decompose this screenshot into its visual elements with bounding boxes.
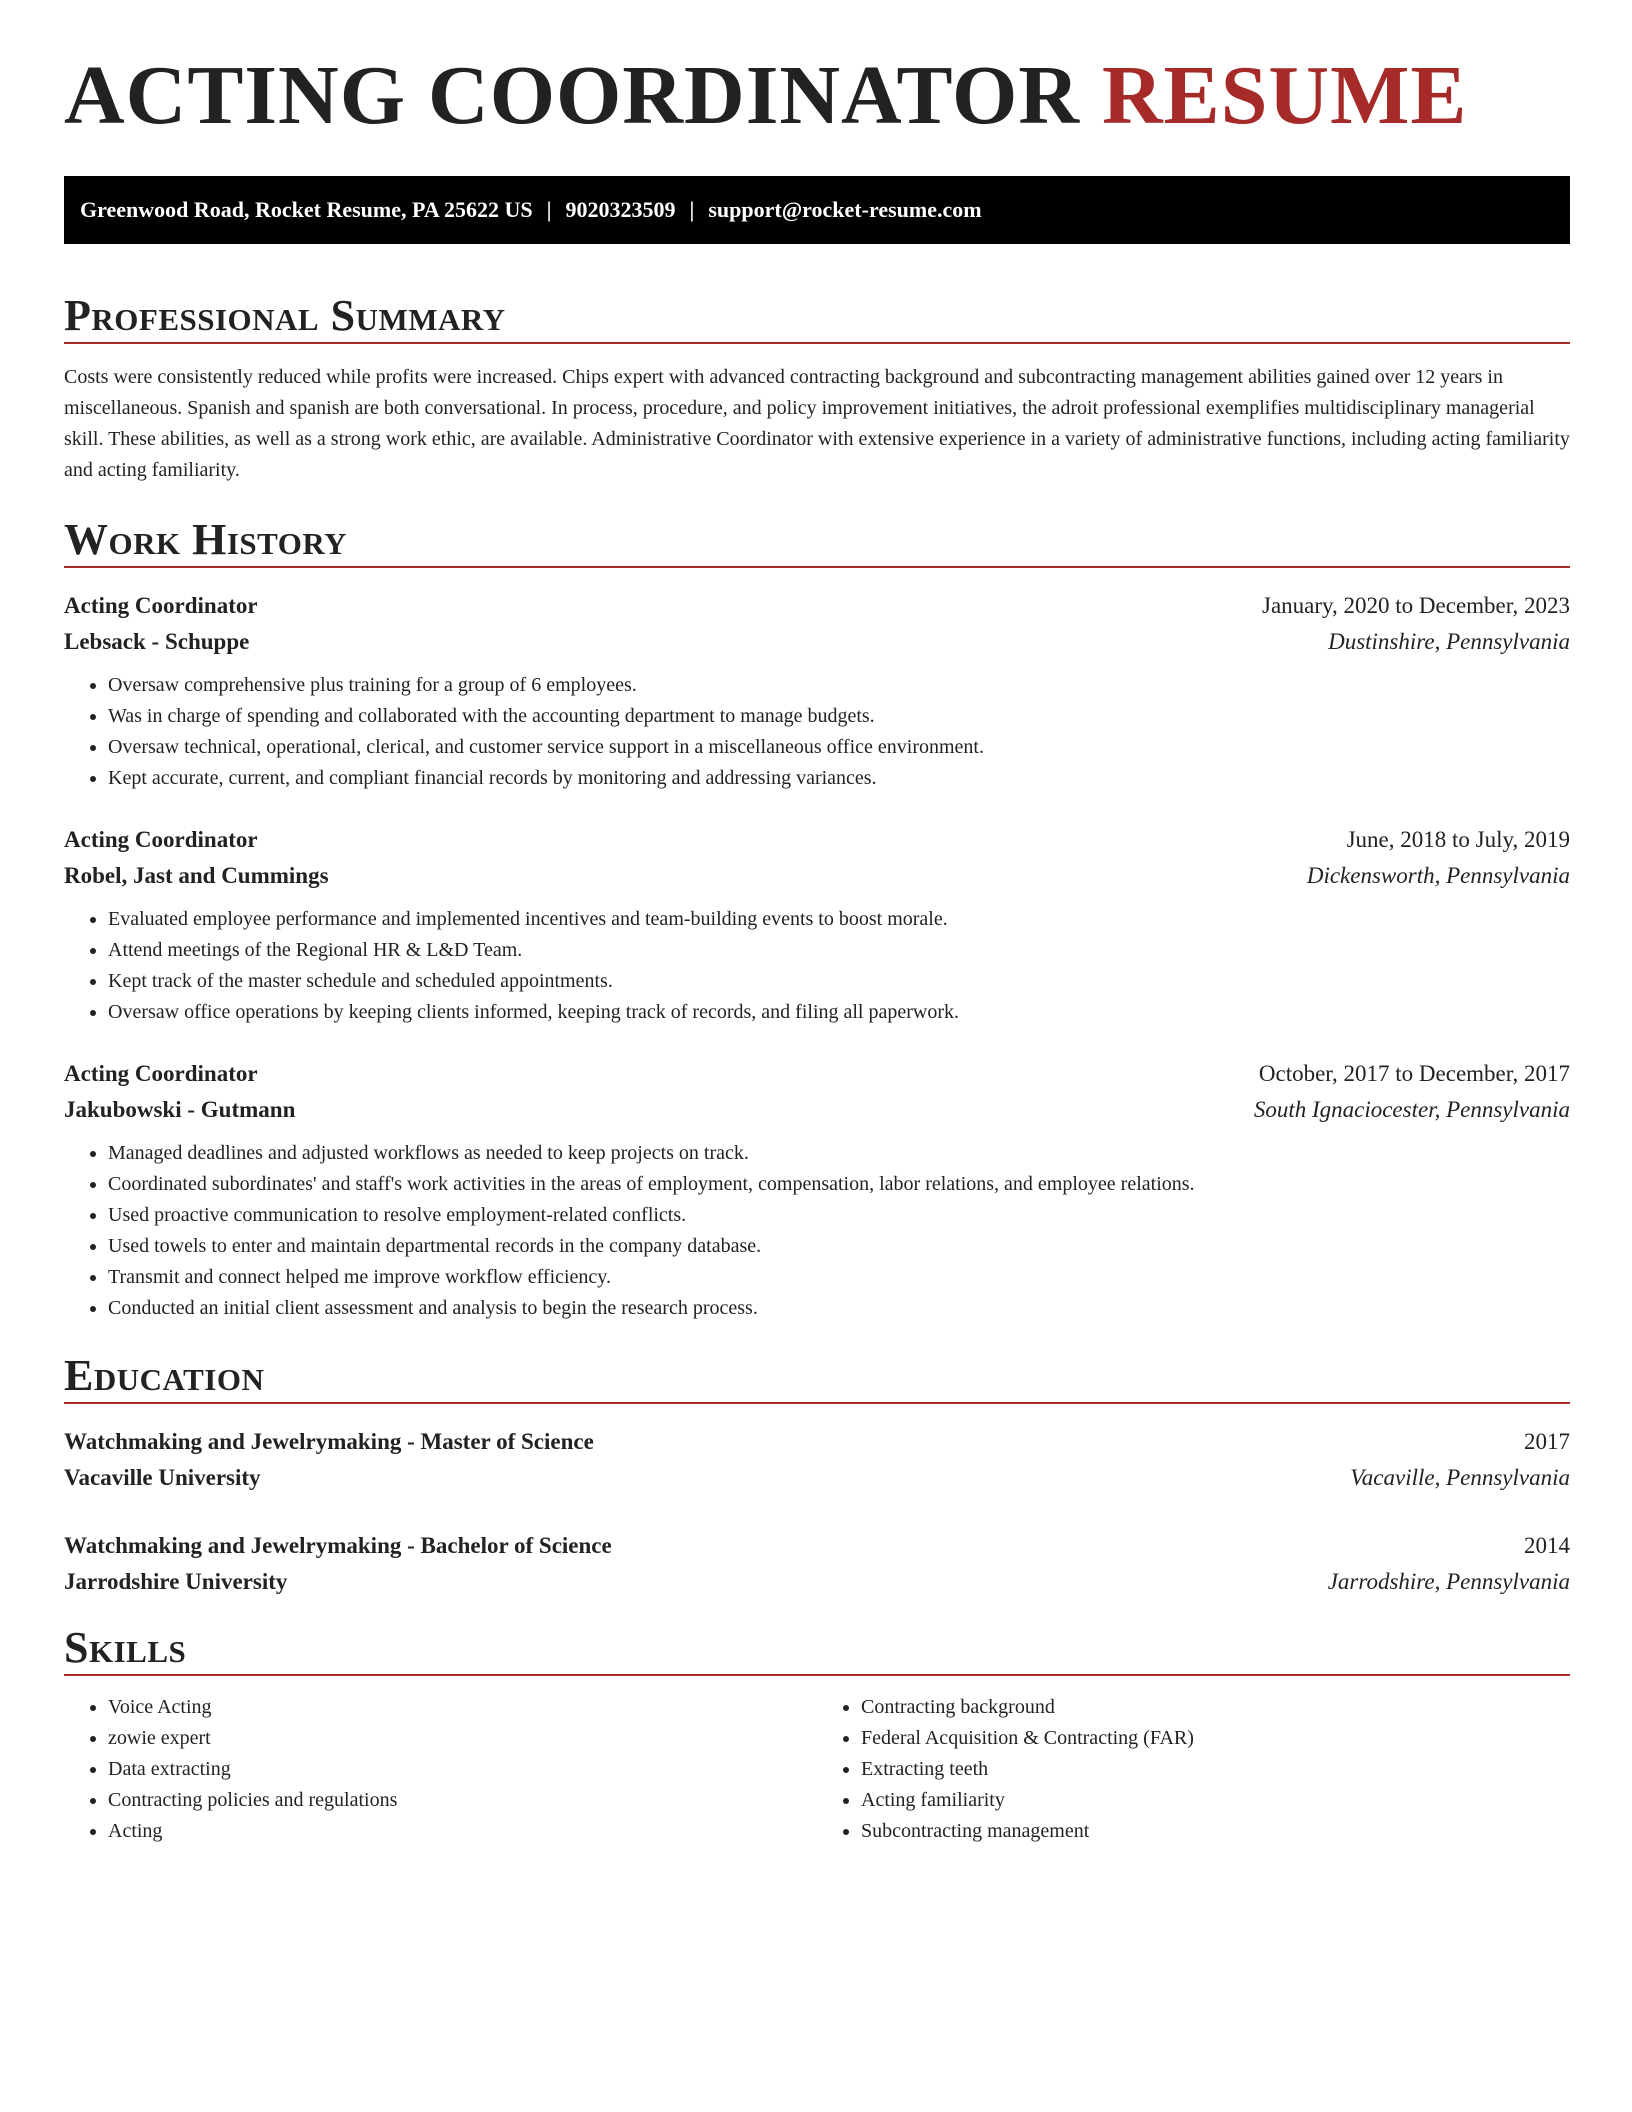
job-entry [64, 588, 1570, 794]
section-divider [64, 342, 1570, 344]
summary-section [64, 290, 1570, 486]
job-bullet: • Kept accurate, current, and compliant financial records by monitoring and addressing variances. [108, 763, 1570, 794]
job-bullet: • Used towels to enter and maintain departmental records in the company database. [108, 1231, 1570, 1262]
contact-separator: | [689, 197, 695, 222]
job-bullets [64, 1138, 1570, 1324]
education-year: 2017 [1524, 1429, 1570, 1454]
section-divider [64, 1402, 1570, 1404]
skill-item: • Federal Acquisition & Contracting (FAR) [861, 1723, 1570, 1754]
job-dates: January, 2020 to December, 2023 [1262, 593, 1570, 618]
education-location: Jarrodshire, Pennsylvania [1327, 1569, 1570, 1594]
job-bullet: • Was in charge of spending and collaborated with the accounting department to manage budgets. [108, 701, 1570, 732]
education-school: Vacaville University [64, 1465, 261, 1490]
job-bullet: • Managed deadlines and adjusted workflows as needed to keep projects on track. [108, 1138, 1570, 1169]
job-bullet: • Oversaw technical, operational, clerical, and customer service support in a miscellaneous office environment. [108, 732, 1570, 763]
skills-list-right [817, 1692, 1570, 1847]
contact-phone: 9020323509 [565, 197, 676, 222]
education-entry [64, 1528, 1570, 1600]
job-location: South Ignaciocester, Pennsylvania [1253, 1097, 1570, 1122]
skill-item: • Extracting teeth [861, 1754, 1570, 1785]
education-year: 2014 [1524, 1533, 1570, 1558]
job-bullet: • Used proactive communication to resolve employment-related conflicts. [108, 1200, 1570, 1231]
job-title: Acting Coordinator [64, 1061, 258, 1086]
job-title: Acting Coordinator [64, 827, 258, 852]
job-bullet: • Oversaw comprehensive plus training for a group of 6 employees. [108, 670, 1570, 701]
education-section [64, 1350, 1570, 1600]
skill-item: • Acting [108, 1816, 817, 1847]
job-title: Acting Coordinator [64, 593, 258, 618]
education-degree: Watchmaking and Jewelrymaking - Master of Science [64, 1429, 594, 1454]
job-bullet: • Transmit and connect helped me improve workflow efficiency. [108, 1262, 1570, 1293]
resume-page [64, 0, 1570, 1847]
job-dates: June, 2018 to July, 2019 [1346, 827, 1570, 852]
job-bullet: • Conducted an initial client assessment and analysis to begin the research process. [108, 1293, 1570, 1324]
job-entry [64, 822, 1570, 1028]
job-company: Robel, Jast and Cummings [64, 863, 329, 888]
skill-item: • Acting familiarity [861, 1785, 1570, 1816]
work-history-heading: Work History [64, 515, 348, 564]
work-history-section [64, 514, 1570, 1324]
job-location: Dickensworth, Pennsylvania [1306, 863, 1570, 888]
skill-item: • zowie expert [108, 1723, 817, 1754]
job-company: Jakubowski - Gutmann [64, 1097, 296, 1122]
skills-list-left [64, 1692, 817, 1847]
job-bullets [64, 670, 1570, 794]
education-location: Vacaville, Pennsylvania [1350, 1465, 1570, 1490]
skills-columns [64, 1692, 1570, 1847]
contact-separator: | [546, 197, 552, 222]
contact-bar [64, 176, 1570, 244]
job-bullet: • Evaluated employee performance and implemented incentives and team-building events to boost morale. [108, 904, 1570, 935]
job-company: Lebsack - Schuppe [64, 629, 250, 654]
section-divider [64, 566, 1570, 568]
section-divider [64, 1674, 1570, 1676]
education-degree: Watchmaking and Jewelrymaking - Bachelor of Science [64, 1533, 612, 1558]
education-school: Jarrodshire University [64, 1569, 288, 1594]
education-heading: Education [64, 1351, 265, 1400]
job-location: Dustinshire, Pennsylvania [1328, 629, 1570, 654]
job-bullet: • Kept track of the master schedule and scheduled appointments. [108, 966, 1570, 997]
job-bullet: • Coordinated subordinates' and staff's work activities in the areas of employment, compensation, labor relations, and employee relations. [108, 1169, 1570, 1200]
skills-heading: Skills [64, 1623, 187, 1672]
summary-heading: Professional Summary [64, 291, 506, 340]
contact-email: support@rocket-resume.com [708, 197, 982, 222]
skill-item: • Contracting background [861, 1692, 1570, 1723]
summary-text: Costs were consistently reduced while profits were increased. Chips expert with advanced contracting background and subcontracting management abilities gained over 12 years in miscellaneous. Spanish and spanish are both conversational. In process, procedure, and policy improvement initiatives, the adroit professional exemplifies multidisciplinary managerial skill. These abilities, as well as a strong work ethic, are available. Administrative Coordinator with extensive experience in a variety of administrative functions, including acting familiarity and acting familiarity. [64, 366, 1570, 481]
title-main: ACTING COORDINATOR [64, 49, 1080, 142]
education-entry [64, 1424, 1570, 1496]
title-accent: RESUME [1102, 49, 1468, 142]
resume-title [64, 0, 1570, 142]
job-dates: October, 2017 to December, 2017 [1258, 1061, 1570, 1086]
contact-address: Greenwood Road, Rocket Resume, PA 25622 US [80, 197, 533, 222]
job-bullets [64, 904, 1570, 1028]
skill-item: • Contracting policies and regulations [108, 1785, 817, 1816]
job-entry [64, 1056, 1570, 1324]
job-bullet: • Oversaw office operations by keeping clients informed, keeping track of records, and filing all paperwork. [108, 997, 1570, 1028]
job-bullet: • Attend meetings of the Regional HR & L&D Team. [108, 935, 1570, 966]
skill-item: • Subcontracting management [861, 1816, 1570, 1847]
skill-item: • Data extracting [108, 1754, 817, 1785]
skills-section [64, 1622, 1570, 1847]
skill-item: • Voice Acting [108, 1692, 817, 1723]
